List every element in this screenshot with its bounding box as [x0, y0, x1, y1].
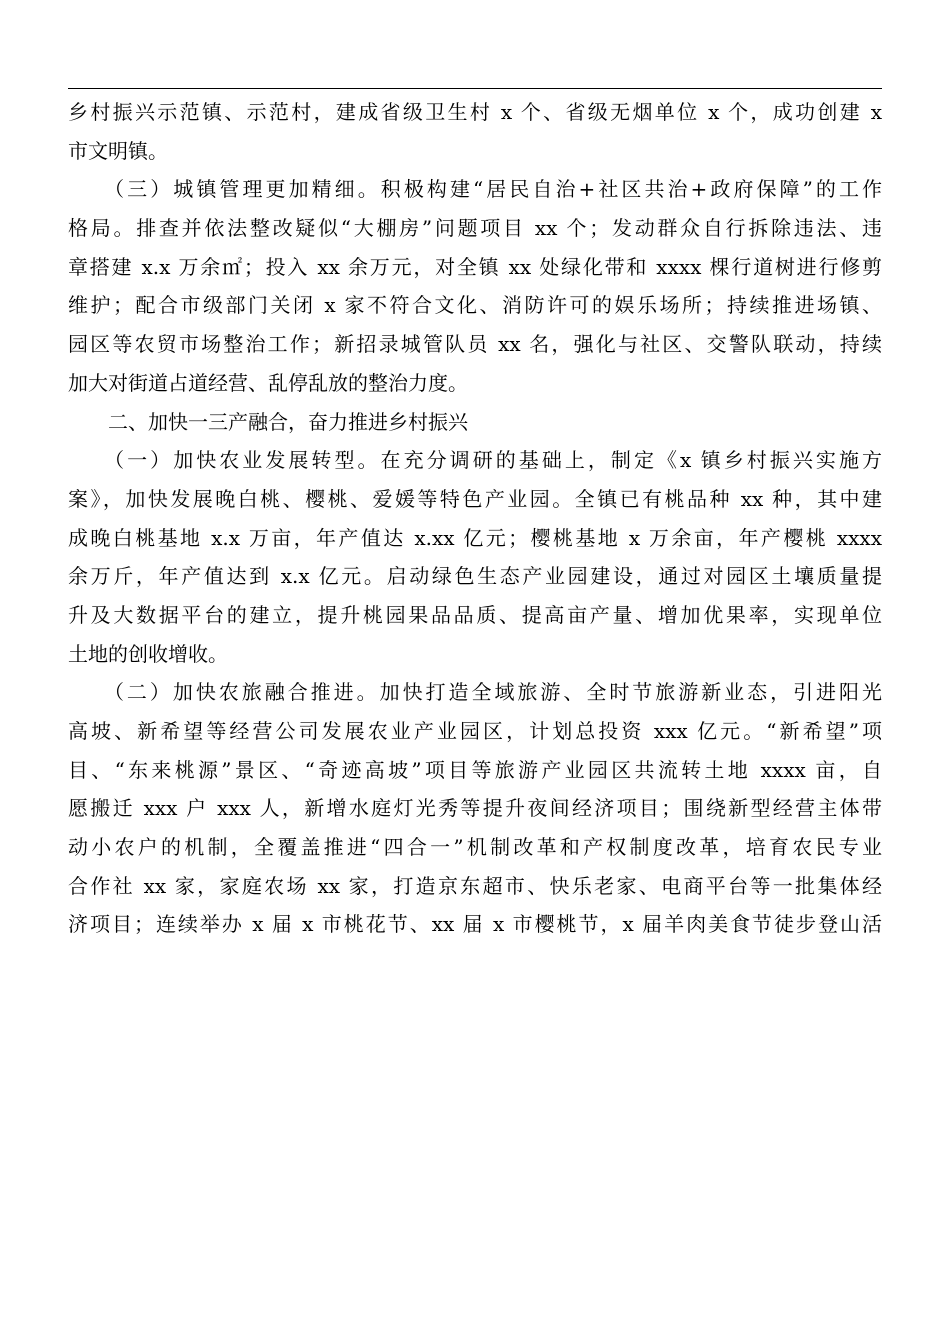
- section-heading-two: [68, 403, 882, 442]
- header-rule: [68, 88, 882, 89]
- text-line: 加大对街道占道经营、乱停乱放的整治力度。: [68, 370, 468, 395]
- text-line: 动小农户的机制，全覆盖推进“四合一”机制改革和产权制度改革，培育农民专业: [68, 835, 882, 860]
- text-line: 余万斤，年产值达到 x.x 亿元。启动绿色生态产业园建设，通过对园区土壤质量提: [68, 564, 882, 589]
- text-line: （二）加快农旅融合推进。加快打造全域旅游、全时节旅游新业态，引进阳光: [68, 680, 882, 705]
- text-line: 维护；配合市级部门关闭 x 家不符合文化、消防许可的娱乐场所；持续推进场镇、: [68, 293, 882, 318]
- text-line: 合作社 xx 家，家庭农场 xx 家，打造京东超市、快乐老家、电商平台等一批集体经: [68, 873, 882, 898]
- text-line: （一）加快农业发展转型。在充分调研的基础上，制定《x 镇乡村振兴实施方: [68, 448, 882, 473]
- text-line: 乡村振兴示范镇、示范村，建成省级卫生村 x 个、省级无烟单位 x 个，成功创建 x: [68, 100, 882, 124]
- text-line: 成晚白桃基地 x.x 万亩，年产值达 x.xx 亿元；樱桃基地 x 万余亩，年产樱桃 xxxx: [68, 525, 882, 550]
- text-line: 市文明镇。: [68, 138, 168, 163]
- text-line: 土地的创收增收。: [68, 641, 228, 666]
- text-line: 案》，加快发展晚白桃、樱桃、爱媛等特色产业园。全镇已有桃品种 xx 种，其中建: [68, 486, 882, 511]
- paragraph-agriculture-transformation: [68, 441, 882, 673]
- text-line: 济项目；连续举办 x 届 x 市桃花节、xx 届 x 市樱桃节，x 届羊肉美食节徒步登山活: [68, 912, 882, 937]
- text-line: 章搭建 x.x 万余㎡；投入 xx 余万元，对全镇 xx 处绿化带和 xxxx 棵行道树进行修剪: [68, 254, 882, 279]
- text-line: 目、“东来桃源”景区、“奇迹高坡”项目等旅游产业园区共流转土地 xxxx 亩，自: [68, 757, 882, 782]
- text-line: 高坡、新希望等经营公司发展农业产业园区，计划总投资 xxx 亿元。“新希望”项: [68, 719, 882, 743]
- paragraph-agritourism-integration: [68, 673, 882, 944]
- text-line: 格局。排查并依法整改疑似“大棚房”问题项目 xx 个；发动群众自行拆除违法、违: [68, 216, 882, 241]
- text-line: 升及大数据平台的建立，提升桃园果品品质、提高亩产量、增加优果率，实现单位: [68, 602, 882, 627]
- paragraph-town-management: [68, 170, 882, 402]
- paragraph-village-revitalization-tail: [68, 93, 882, 170]
- text-line: 愿搬迁 xxx 户 xxx 人，新增水庭灯光秀等提升夜间经济项目；围绕新型经营主体带: [68, 796, 882, 821]
- text-line: （三）城镇管理更加精细。积极构建“居民自治+社区共治+政府保障”的工作: [68, 177, 882, 202]
- section-heading: 二、加快一三产融合，奋力推进乡村振兴: [68, 409, 468, 434]
- text-line: 园区等农贸市场整治工作；新招录城管队员 xx 名，强化与社区、交警队联动，持续: [68, 332, 882, 357]
- document-body: [68, 93, 882, 944]
